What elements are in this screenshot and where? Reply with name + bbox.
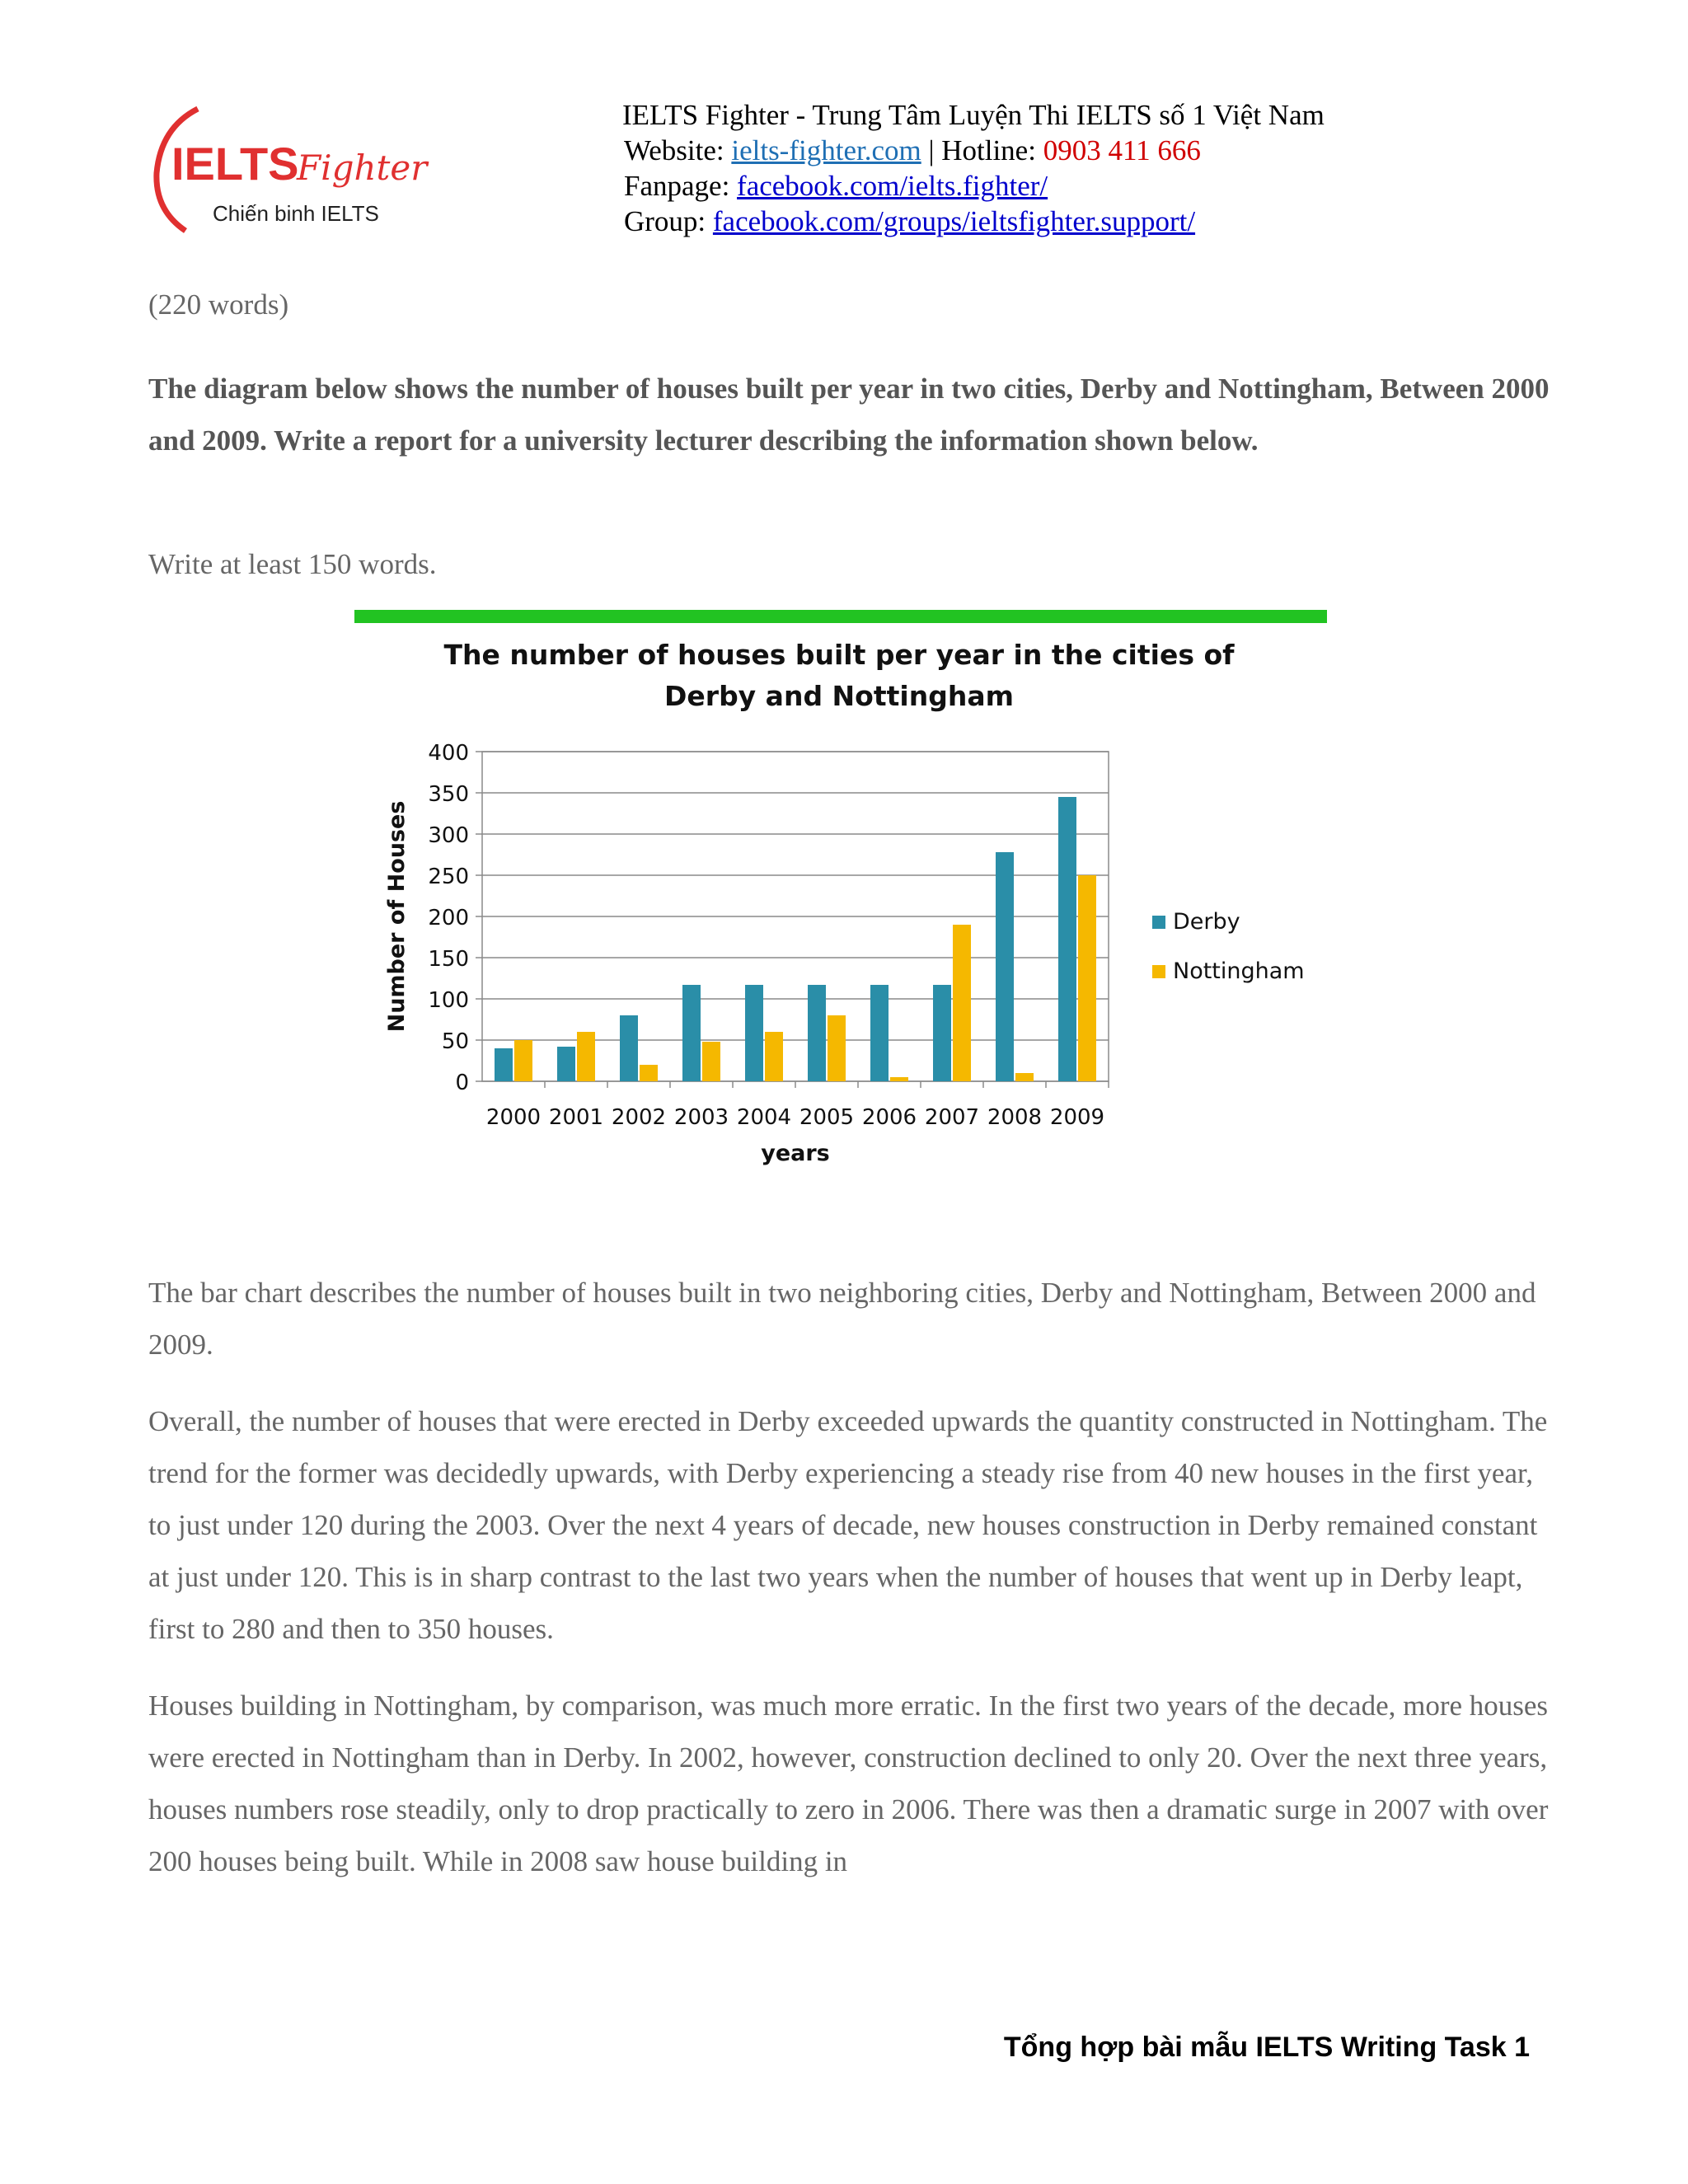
group-link[interactable]: facebook.com/groups/ieltsfighter.support/ (712, 205, 1196, 237)
fanpage-label: Fanpage: (624, 170, 730, 202)
bar-derby (1058, 797, 1076, 1081)
website-label: Website: (624, 134, 724, 166)
header-info (622, 97, 1325, 239)
hotline-label: | Hotline: (928, 134, 1036, 166)
x-tick-label: 2006 (861, 1105, 917, 1130)
bar-nottingham (702, 1042, 720, 1081)
y-tick-label: 100 (428, 988, 469, 1013)
chart-container (354, 610, 1327, 1187)
header-title: IELTS Fighter - Trung Tâm Luyện Thi IELTS số 1 Việt Nam (622, 99, 1325, 131)
x-tick-label: 2002 (611, 1105, 667, 1130)
header-group-line (622, 204, 1325, 239)
bar-nottingham (765, 1032, 783, 1081)
y-tick-label: 400 (428, 741, 469, 766)
y-tick-label: 350 (428, 782, 469, 807)
essay (148, 1267, 1550, 1912)
bar-nottingham (1078, 875, 1096, 1081)
y-tick-label: 150 (428, 947, 469, 972)
word-count: (220 words) (148, 288, 289, 321)
y-tick-label: 200 (428, 906, 469, 930)
x-tick-label: 2007 (924, 1105, 980, 1130)
bar-derby (745, 985, 763, 1081)
x-axis-label: years (761, 1141, 830, 1166)
essay-paragraph: Overall, the number of houses that were erected in Derby exceeded upwards the quantity constructed in Nottingham. The trend for the former was decidedly upwards, with Derby experiencing a steady rise from 40 new houses in the first year, to just under 120 during the 2003. Over the next 4 years of decade, new houses construction in Derby remained constant at just under 120. This is in sharp contrast to the last two years when the number of houses that went up in Derby leapt, first to 280 and then to 350 houses. (148, 1405, 1548, 1645)
website-link[interactable]: ielts-fighter.com (731, 134, 921, 166)
header-website-line (622, 133, 1325, 168)
bar-derby (557, 1047, 575, 1081)
chart-title: Derby and Nottingham (664, 680, 1014, 712)
x-tick-label: 2005 (799, 1105, 855, 1130)
legend-swatch-derby (1152, 916, 1165, 929)
legend-entry-derby: Derby (1173, 909, 1240, 935)
bar-derby (620, 1015, 638, 1081)
logo-wordmark: IELTS (171, 138, 299, 190)
y-axis-label: Number of Houses (384, 800, 410, 1033)
bar-nottingham (640, 1065, 658, 1081)
essay-paragraph: Houses building in Nottingham, by comparison, was much more erratic. In the first two years of the decade, more houses were erected in Nottingham than in Derby. In 2002, however, construction declined to only 20. Over the next three years, houses numbers rose steadily, only to drop practically to zero in 2006. There was then a dramatic surge in 2007 with over 200 houses being built. While in 2008 saw house building in (148, 1690, 1549, 1877)
legend-swatch-nottingham (1152, 965, 1165, 978)
bar-derby (808, 985, 826, 1081)
page-footer: Tổng hợp bài mẫu IELTS Writing Task 1 (1003, 2032, 1530, 2063)
chart-title: The number of houses built per year in the cities of (443, 639, 1235, 671)
x-tick-label: 2009 (1049, 1105, 1105, 1130)
header-fanpage-line (622, 168, 1325, 204)
bar-derby (682, 985, 701, 1081)
ielts-fighter-logo (148, 99, 445, 239)
logo-script: Fighter (297, 148, 428, 188)
bar-nottingham (1015, 1073, 1034, 1081)
bar-derby (495, 1048, 513, 1081)
x-tick-label: 2001 (548, 1105, 604, 1130)
bar-nottingham (828, 1015, 846, 1081)
fanpage-link[interactable]: facebook.com/ielts.fighter/ (737, 170, 1048, 202)
bar-nottingham (953, 925, 971, 1081)
x-tick-label: 2000 (485, 1105, 542, 1130)
y-tick-label: 300 (428, 823, 469, 848)
bar-chart (354, 610, 1327, 1187)
y-tick-label: 0 (455, 1071, 469, 1095)
chart-top-banner (354, 610, 1327, 623)
group-label: Group: (624, 205, 706, 237)
bar-nottingham (577, 1032, 595, 1081)
essay-paragraph: The bar chart describes the number of houses built in two neighboring cities, Derby and Nottingham, Between 2000 and 2009. (148, 1277, 1536, 1361)
x-tick-label: 2004 (736, 1105, 792, 1130)
bar-derby (996, 852, 1014, 1081)
task-instruction: Write at least 150 words. (148, 548, 437, 580)
logo-tagline: Chiến binh IELTS (213, 201, 379, 226)
bar-nottingham (514, 1040, 532, 1081)
task-prompt: The diagram below shows the number of houses built per year in two cities, Derby and Nottingham, Between 2000 and 2009. Write a report for a university lecturer describing the information shown below. (148, 373, 1550, 457)
y-tick-label: 250 (428, 865, 469, 889)
bar-derby (870, 985, 889, 1081)
legend-entry-nottingham: Nottingham (1173, 958, 1305, 984)
hotline-number: 0903 411 666 (1043, 134, 1201, 166)
bar-derby (933, 985, 951, 1081)
x-tick-label: 2008 (987, 1105, 1043, 1130)
y-tick-label: 50 (441, 1029, 469, 1054)
x-tick-label: 2003 (673, 1105, 729, 1130)
bar-nottingham (890, 1077, 908, 1081)
